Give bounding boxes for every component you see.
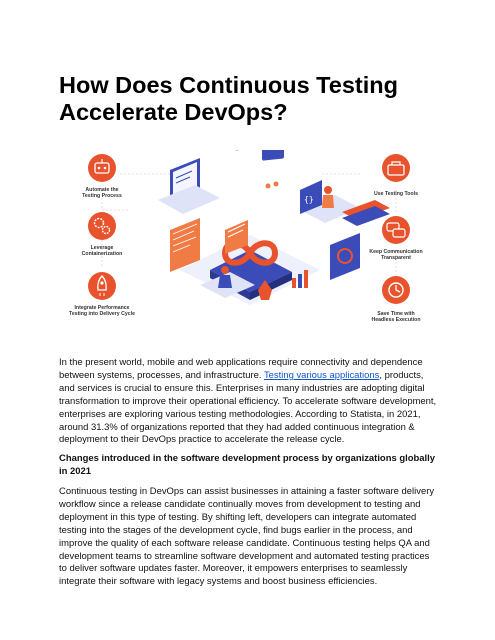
- intro-text-start: In the present world, mobile and web applications require connectivity and dependence between systems, processes, and infrastructure.: [59, 357, 423, 381]
- page-title: How Does Continuous Testing Accelerate DevOps?: [59, 72, 398, 125]
- robot-icon: [88, 154, 116, 182]
- rocket-icon: [88, 272, 116, 300]
- devops-illustration: [60, 150, 438, 340]
- label-integrate: Integrate Performance Testing into Delivery Cycle: [69, 305, 135, 317]
- label-save-time: Save Time with Headless Execution: [371, 311, 421, 323]
- chat-icon: [382, 216, 410, 244]
- svg-text:</>: </>: [240, 176, 253, 184]
- label-tools: Use Testing Tools: [374, 191, 418, 197]
- gears-icon: [88, 212, 116, 240]
- intro-paragraph: [59, 357, 439, 447]
- svg-text:{}: {}: [304, 195, 314, 204]
- intro-text-end: , products, and services is crucial to ensure this. Enterprises in many industries are adopting digital transformation to improve their operational efficiency. To accelerate software development, enterprises are exploring various testing methodologies. According to Statista, in 2021, around 31.3% of organizations reported that they had added continuous integration & deployment to their DevOps practice to accelerate the release cycle.: [59, 369, 437, 446]
- label-leverage: Leverage Containerization: [81, 245, 123, 257]
- label-communication: Keep Communication Transparent: [369, 249, 423, 261]
- clock-icon: [382, 276, 410, 304]
- central-isometric-scene: [158, 150, 390, 305]
- label-automate: Automate the Testing Process: [82, 187, 122, 199]
- toolbox-icon: [382, 154, 410, 182]
- body-paragraph: Continuous testing in DevOps can assist businesses in attaining a faster software delivery workflow since a release candidate continually moves from development to testing and deployment in this type of testing. By shifting left, developers can integrate automated testing into the stages of the development cycle, find bugs earlier in the process, and improve the quality of each software release candidate. Continuous testing helps QA and development teams to streamline software development and automated testing practices to deliver software updates faster. Moreover, it empowers enterprises to seamlessly integrate their software with legacy systems and boost business efficiencies.: [59, 486, 435, 588]
- testing-applications-link[interactable]: Testing various applications: [263, 369, 380, 381]
- section-subheading: Changes introduced in the software development process by organizations globally in 2021: [59, 453, 435, 477]
